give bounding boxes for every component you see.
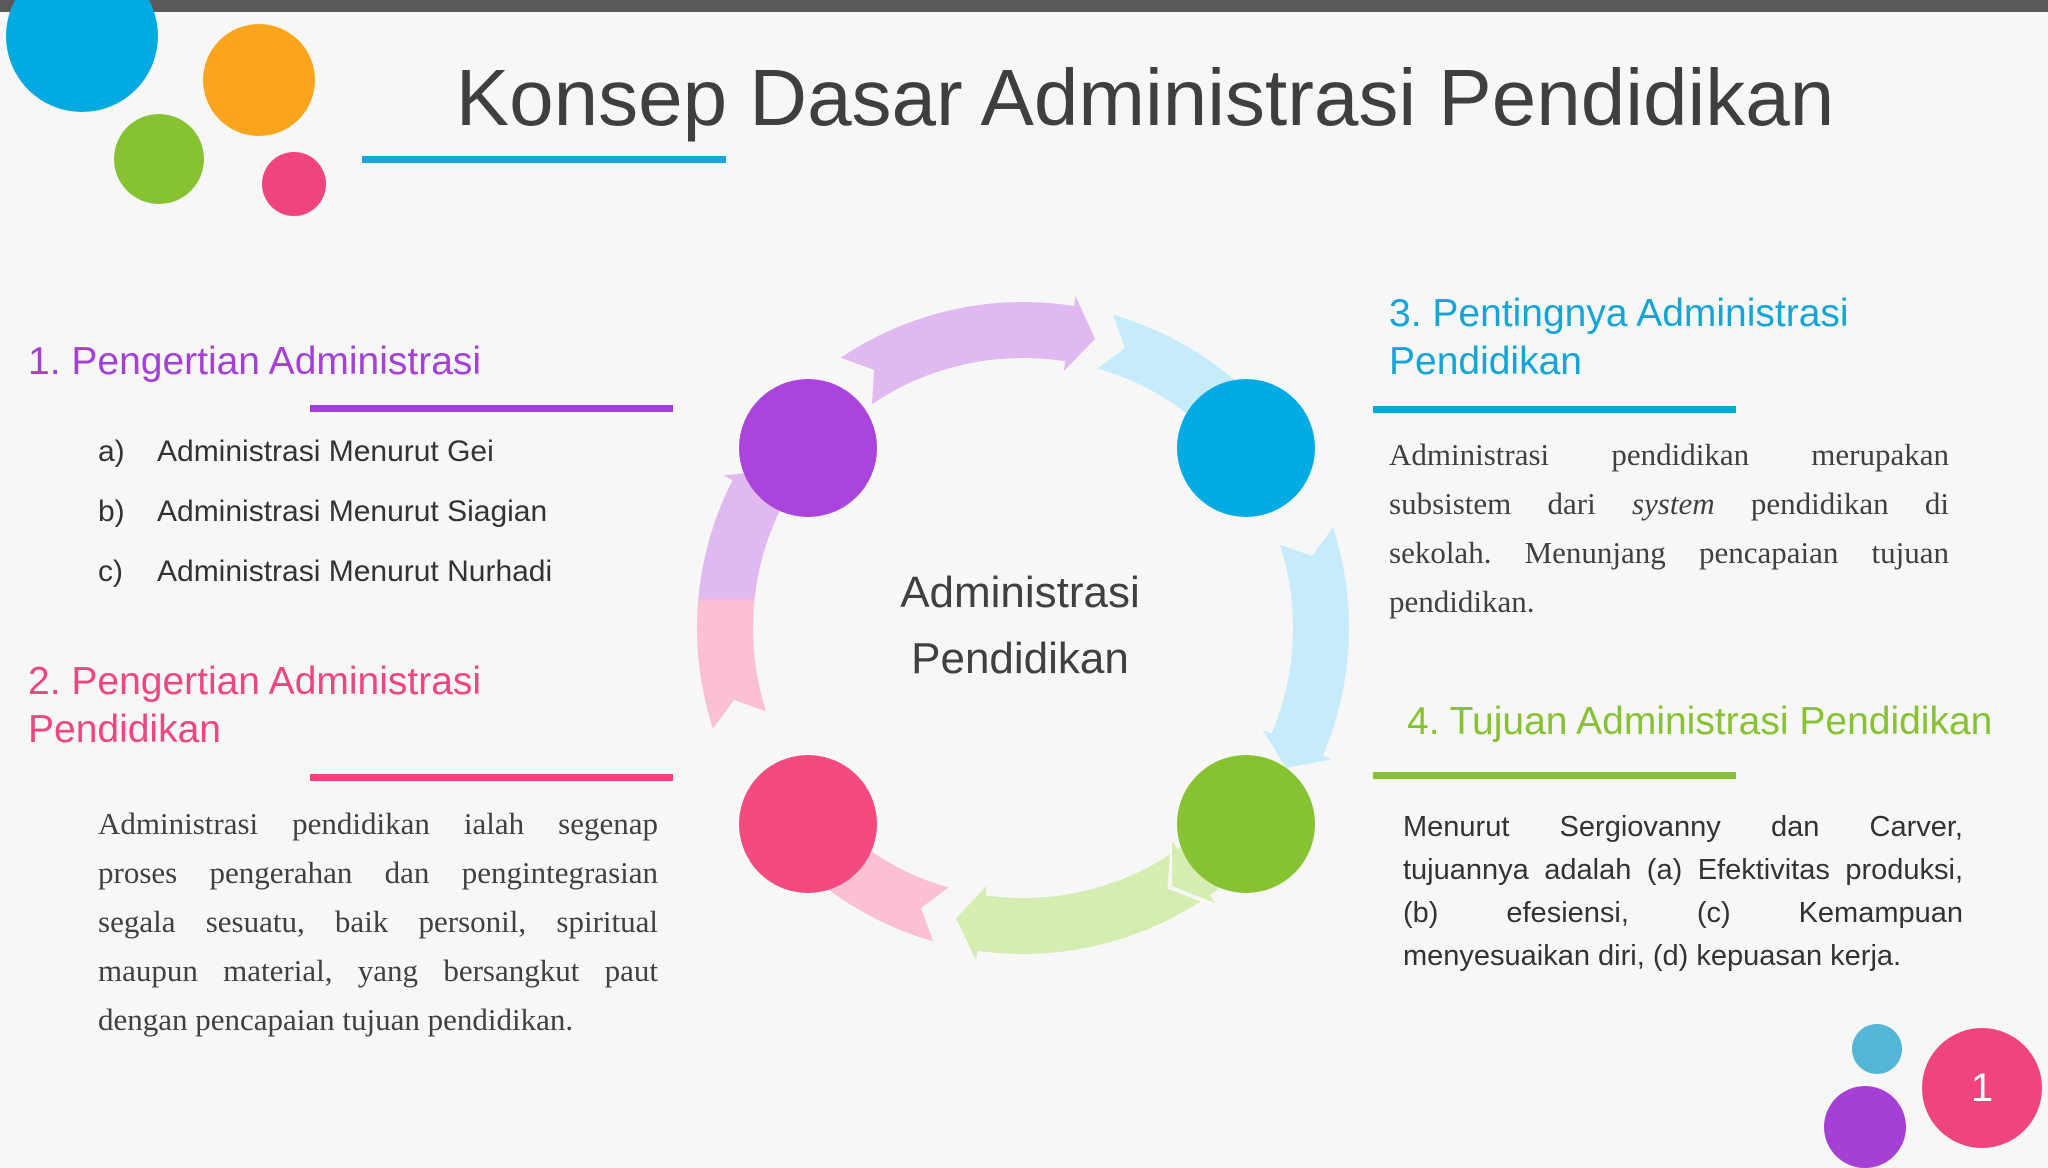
emphasis-system: system bbox=[1631, 486, 1715, 521]
cycle-arrow-right bbox=[1262, 527, 1349, 768]
paragraph-line: Administrasi pendidikan ialah segenap bbox=[98, 806, 658, 841]
list-marker: b) bbox=[98, 495, 125, 528]
paragraph-line: proses pengerahan dan pengintegrasian bbox=[98, 855, 658, 890]
cycle-node-purple bbox=[739, 379, 877, 517]
paragraph-line: maupun material, yang bersangkut paut bbox=[98, 953, 658, 988]
list-item-text: Administrasi Menurut Siagian bbox=[157, 495, 548, 528]
section4-heading: 4. Tujuan Administrasi Pendidikan bbox=[1407, 700, 1993, 743]
section2-heading-line1: 2. Pengertian Administrasi bbox=[28, 660, 482, 703]
center-label bbox=[860, 560, 1180, 692]
paragraph-line: Administrasi pendidikan merupakan bbox=[1389, 437, 1949, 472]
list-item-text: Administrasi Menurut Gei bbox=[157, 435, 494, 468]
cycle-arrow-top bbox=[841, 296, 1095, 404]
center-label-line1: Administrasi bbox=[900, 568, 1140, 617]
cycle-arrow-bottom bbox=[956, 854, 1201, 960]
paragraph-text: pendidikan di bbox=[1714, 486, 1949, 521]
section2-heading-line2: Pendidikan bbox=[28, 708, 221, 751]
section1-heading: 1. Pengertian Administrasi bbox=[28, 340, 482, 383]
cycle-node-blue bbox=[1177, 379, 1315, 517]
center-label-line2: Pendidikan bbox=[911, 634, 1129, 683]
slide-title: Konsep Dasar Administrasi Pendidikan bbox=[455, 53, 1835, 142]
list-marker: c) bbox=[98, 555, 123, 588]
paragraph-text: subsistem dari bbox=[1389, 486, 1632, 521]
paragraph-line: dengan pencapaian tujuan pendidikan. bbox=[98, 1002, 574, 1037]
list-marker: a) bbox=[98, 435, 125, 468]
section3-heading-line2: Pendidikan bbox=[1389, 340, 1582, 383]
page-number: 1 bbox=[1922, 1028, 2042, 1148]
cycle-node-pink bbox=[739, 755, 877, 893]
paragraph-line: pendidikan. bbox=[1389, 584, 1535, 619]
section3-heading-line1: 3. Pentingnya Administrasi bbox=[1389, 292, 1849, 335]
section4-paragraph: Menurut Sergiovanny dan Carver, tujuannya adalah (a) Efektivitas produksi,(b) efesiensi, (c) Kemampuan menyesuaikan diri, (d) kepuasan kerja. bbox=[1403, 811, 1963, 972]
cycle-node-green bbox=[1177, 755, 1315, 893]
paragraph-line: segala sesuatu, baik personil, spiritual bbox=[98, 904, 658, 939]
list-item-text: Administrasi Menurut Nurhadi bbox=[157, 555, 553, 588]
paragraph-line: sekolah. Menunjang pencapaian tujuan bbox=[1389, 535, 1949, 570]
